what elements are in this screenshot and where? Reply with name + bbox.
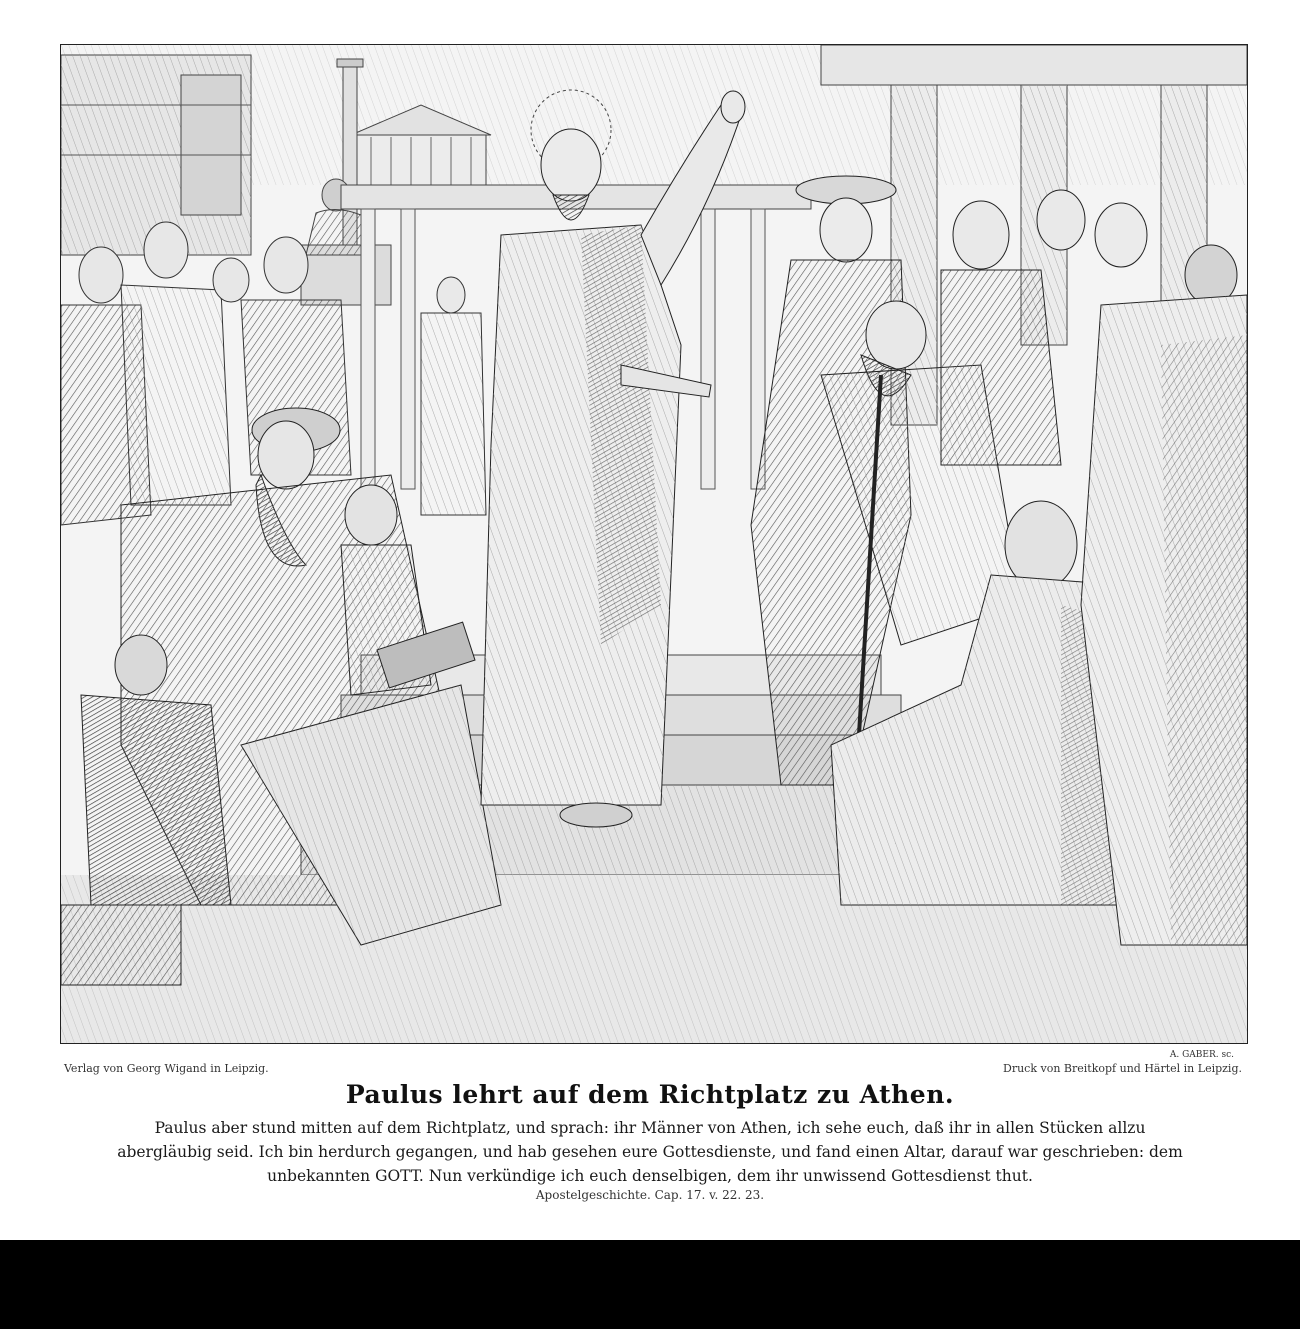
printer-credit: Druck von Breitkopf und Härtel in Leipzig. [1003,1062,1242,1075]
bible-verse: Paulus aber stund mitten auf dem Richtplatz, und sprach: ihr Männer von Athen, ich sehe euch, daß ihr in allen Stücken allzu abergläubig seid. Ich bin herdurch gegangen, und hab gesehen eure Gottesdienste, und fand einen Altar, darauf war geschrieben: dem unbekannten GOTT. Nun verkündige ich euch denselbigen, dem ihr unwissend Gottesdienst thut. [117,1119,1183,1185]
publisher-credit: Verlag von Georg Wigand in Leipzig. [64,1062,269,1075]
engraving-illustration [60,44,1248,1044]
artist-signature: A. GABER. sc. [1169,1050,1234,1060]
background-youth [421,277,486,515]
verse-reference: Apostelgeschichte. Cap. 17. v. 22. 23. [535,1188,765,1202]
footer-band [0,1240,1300,1329]
illustration-title: Paulus lehrt auf dem Richtplatz zu Athen. [345,1080,955,1109]
